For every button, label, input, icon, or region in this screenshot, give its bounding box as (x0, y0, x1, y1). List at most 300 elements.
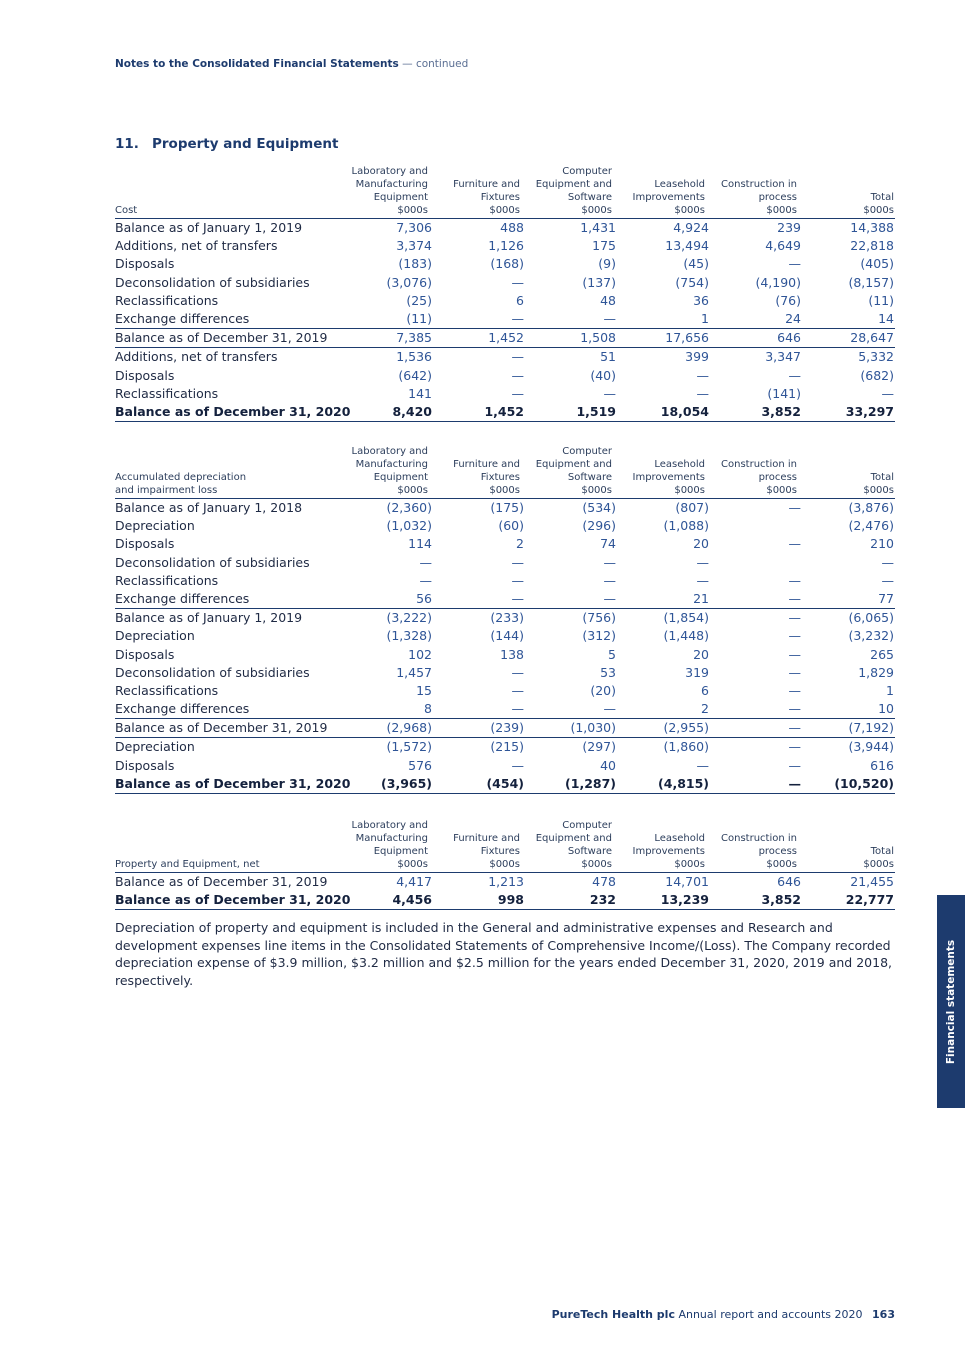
column-header-line: Construction in (721, 833, 797, 844)
column-header-line: Improvements (632, 192, 705, 203)
row-value: 48 (600, 292, 616, 308)
row-value: 4,649 (765, 238, 801, 254)
row-value: 232 (589, 892, 616, 908)
column-header-line: $000s (489, 859, 520, 870)
section-number: 11. (115, 136, 139, 152)
table-header (115, 165, 895, 219)
column-header-line: $000s (397, 859, 428, 870)
row-value: 319 (685, 664, 709, 680)
row-label: Reclassifications (115, 385, 219, 401)
table-row (115, 718, 895, 737)
row-label: Balance as of January 1, 2018 (115, 500, 303, 515)
row-value: (296) (582, 518, 616, 534)
row-value: 4,417 (396, 874, 432, 889)
row-value: 1,452 (488, 330, 524, 346)
row-value: (642) (398, 367, 432, 383)
row-value: (45) (683, 256, 709, 272)
row-value: (807) (675, 500, 709, 515)
row-value: — (511, 590, 524, 606)
row-value: (183) (398, 256, 432, 272)
row-value: 102 (408, 646, 432, 662)
row-label: Disposals (115, 536, 175, 552)
row-value: — (788, 701, 801, 717)
row-value: — (603, 572, 616, 588)
table-row (115, 554, 895, 572)
column-header-line: Equipment and (535, 833, 612, 844)
column-header-line: Manufacturing (355, 833, 428, 844)
row-value: — (881, 554, 894, 570)
column-header-line: Equipment (373, 846, 428, 857)
row-label: Balance as of December 31, 2020 (115, 403, 351, 419)
row-value: 210 (870, 536, 894, 552)
side-tab-financial-statements[interactable] (937, 895, 965, 1108)
row-value: (2,968) (386, 720, 432, 736)
row-value: 4,924 (673, 220, 709, 235)
row-value: — (419, 554, 432, 570)
row-label: Balance as of December 31, 2019 (115, 330, 328, 346)
row-value: (76) (775, 292, 801, 308)
row-value: 399 (685, 349, 709, 365)
row-value: — (788, 536, 801, 552)
row-value: (3,222) (386, 610, 432, 626)
row-value: (7,192) (848, 720, 894, 736)
row-value: 14 (878, 310, 894, 326)
column-header-line: Improvements (632, 846, 705, 857)
row-value: (3,876) (848, 500, 894, 515)
row-value: — (696, 757, 709, 773)
row-label: Exchange differences (115, 310, 250, 326)
row-value: 15 (416, 682, 432, 698)
row-value: (4,815) (658, 775, 709, 791)
row-value: 3,374 (396, 238, 432, 254)
row-value: (2,360) (386, 500, 432, 515)
row-value: 21 (693, 590, 709, 606)
table-row (115, 535, 895, 553)
column-header-line: $000s (863, 205, 894, 216)
row-value: 1,508 (580, 330, 616, 346)
table-row (115, 385, 895, 403)
column-header-line: Equipment and (535, 179, 612, 190)
page-number: 163 (872, 1308, 895, 1321)
row-value: (4,190) (755, 274, 801, 290)
column-header-line: Fixtures (480, 192, 520, 203)
row-label: Additions, net of transfers (115, 349, 278, 365)
row-value: 74 (600, 536, 616, 552)
row-value: 8 (424, 701, 432, 717)
row-value: (25) (406, 292, 432, 308)
column-header (430, 832, 520, 871)
row-value: — (511, 349, 524, 365)
row-value: — (511, 664, 524, 680)
caption-line: Cost (115, 205, 138, 216)
table-row (115, 873, 895, 891)
row-value: 478 (592, 874, 616, 889)
row-label: Disposals (115, 646, 175, 662)
column-header-line: process (758, 472, 797, 483)
column-header (705, 458, 797, 497)
row-value: 616 (870, 757, 894, 773)
row-value: 6 (701, 682, 709, 698)
row-value: (3,232) (848, 628, 894, 644)
row-value: — (511, 572, 524, 588)
row-value: — (511, 310, 524, 326)
row-label: Disposals (115, 757, 175, 773)
row-value: (11) (406, 310, 432, 326)
running-head-suffix: — continued (402, 58, 469, 70)
column-header-line: $000s (581, 859, 612, 870)
row-value: 1 (701, 310, 709, 326)
table-row (115, 627, 895, 645)
row-label: Deconsolidation of subsidiaries (115, 274, 310, 290)
row-value: — (788, 500, 801, 515)
row-value: 24 (785, 310, 801, 326)
column-header-line: Furniture and (453, 459, 520, 470)
row-value: 77 (878, 590, 894, 606)
row-value: — (788, 256, 801, 272)
column-header (814, 191, 894, 217)
row-value: (756) (582, 610, 616, 626)
table-row (115, 590, 895, 608)
row-value: 1,829 (858, 664, 894, 680)
row-value: 3,347 (765, 349, 801, 365)
row-value: 1,452 (484, 403, 524, 419)
column-header-line: Leasehold (654, 833, 705, 844)
column-header-line: $000s (766, 485, 797, 496)
row-value: 7,385 (396, 330, 432, 346)
table-row (115, 664, 895, 682)
table-header (115, 445, 895, 499)
depreciation-note: Depreciation of property and equipment is included in the General and administrative expenses and Research and development expenses line items in the Consolidated Statements of Comprehensive Income/(Loss). The Company recorded depreciation expense of $3.9 million, $3.2 million and $2.5 million for the years ended December 31, 2020, 2019 and 2018, respectively. (115, 920, 892, 988)
column-header (430, 178, 520, 217)
row-label: Exchange differences (115, 590, 250, 606)
row-value: 22,777 (845, 892, 894, 908)
row-value: — (788, 739, 801, 755)
row-value: (20) (590, 682, 616, 698)
accumulated-depreciation-table (115, 445, 895, 794)
column-header (613, 832, 705, 871)
row-label: Deconsolidation of subsidiaries (115, 664, 310, 680)
side-tab-label: Financial statements (945, 939, 957, 1064)
row-value: — (788, 646, 801, 662)
column-header-line: Computer (562, 820, 612, 831)
table-row (115, 682, 895, 700)
row-value: 3,852 (761, 892, 801, 908)
caption-line: Property and Equipment, net (115, 859, 260, 870)
column-header (520, 445, 612, 497)
column-header (430, 458, 520, 497)
table-row (115, 219, 895, 237)
row-value: 17,656 (665, 330, 709, 346)
table-row (115, 737, 895, 756)
row-label: Balance as of December 31, 2019 (115, 874, 328, 889)
column-header-line: Construction in (721, 459, 797, 470)
row-value: (175) (490, 500, 524, 515)
row-label: Reclassifications (115, 572, 219, 588)
row-value: — (788, 367, 801, 383)
row-value: 36 (693, 292, 709, 308)
table-row (115, 700, 895, 718)
column-header-line: Improvements (632, 472, 705, 483)
row-value: — (511, 757, 524, 773)
page-footer (552, 1308, 895, 1321)
row-label: Balance as of December 31, 2019 (115, 720, 328, 736)
row-value: (454) (486, 775, 524, 791)
row-value: — (603, 554, 616, 570)
row-value: (233) (490, 610, 524, 626)
row-value: — (881, 572, 894, 588)
row-value: 4,456 (392, 892, 432, 908)
column-header-line: Leasehold (654, 459, 705, 470)
section-title-text: Property and Equipment (152, 136, 339, 152)
column-header-line: $000s (581, 205, 612, 216)
row-value: 5,332 (858, 349, 894, 365)
cost-table (115, 165, 895, 422)
row-value: (1,088) (663, 518, 709, 534)
column-header-line: $000s (674, 205, 705, 216)
table-row (115, 499, 895, 517)
row-value: (1,030) (570, 720, 616, 736)
row-value: 2 (701, 701, 709, 717)
row-value: — (511, 385, 524, 401)
row-value: (6,065) (848, 610, 894, 626)
row-value: — (696, 572, 709, 588)
row-value: (239) (490, 720, 524, 736)
row-value: 998 (497, 892, 524, 908)
row-value: (1,860) (663, 739, 709, 755)
column-header-line: $000s (863, 485, 894, 496)
row-value: — (881, 385, 894, 401)
row-value: 14,701 (665, 874, 709, 889)
row-value: 114 (408, 536, 432, 552)
row-value: 7,306 (396, 220, 432, 235)
row-value: — (788, 590, 801, 606)
row-label: Balance as of January 1, 2019 (115, 610, 303, 626)
column-header-line: Fixtures (480, 846, 520, 857)
row-label: Deconsolidation of subsidiaries (115, 554, 310, 570)
net-property-table (115, 819, 895, 910)
row-value: 488 (500, 220, 524, 235)
row-value: 8,420 (392, 403, 432, 419)
column-header-line: Equipment (373, 472, 428, 483)
row-value: 265 (870, 646, 894, 662)
table-row (115, 775, 895, 794)
row-value: 22,818 (850, 238, 894, 254)
row-value: 1 (886, 682, 894, 698)
column-header (705, 178, 797, 217)
row-value: — (511, 367, 524, 383)
table-caption (115, 858, 260, 871)
row-value: (312) (582, 628, 616, 644)
row-value: — (696, 367, 709, 383)
row-value: 1,431 (580, 220, 616, 235)
row-value: 53 (600, 664, 616, 680)
row-value: (2,476) (848, 518, 894, 534)
caption-line: and impairment loss (115, 485, 218, 496)
table-row (115, 572, 895, 590)
row-value: 3,852 (761, 403, 801, 419)
row-value: 51 (600, 349, 616, 365)
caption-line: Accumulated depreciation (115, 472, 247, 483)
column-header-line: process (758, 846, 797, 857)
column-header-line: Computer (562, 166, 612, 177)
row-value: — (788, 682, 801, 698)
table-row (115, 237, 895, 255)
row-value: — (788, 628, 801, 644)
row-value: (1,032) (386, 518, 432, 534)
row-value: 28,647 (850, 330, 894, 346)
table-row (115, 608, 895, 627)
table-row (115, 328, 895, 347)
row-value: — (511, 554, 524, 570)
row-label: Depreciation (115, 628, 195, 644)
table-row (115, 274, 895, 292)
table-row (115, 367, 895, 385)
row-value: — (788, 610, 801, 626)
row-value: 646 (777, 874, 801, 889)
row-value: — (603, 385, 616, 401)
row-value: (3,944) (848, 739, 894, 755)
row-label: Balance as of December 31, 2020 (115, 775, 351, 791)
row-value: (3,076) (386, 274, 432, 290)
column-header (328, 445, 428, 497)
table-row (115, 517, 895, 535)
row-value: — (788, 775, 801, 791)
column-header-line: Software (567, 846, 612, 857)
table-header (115, 819, 895, 873)
row-value: (534) (582, 500, 616, 515)
table-row (115, 347, 895, 366)
row-value: 14,388 (850, 220, 894, 235)
table-row (115, 403, 895, 422)
row-value: 138 (500, 646, 524, 662)
row-value: — (788, 720, 801, 736)
column-header (613, 458, 705, 497)
column-header (814, 845, 894, 871)
row-value: (141) (767, 385, 801, 401)
row-value: 21,455 (850, 874, 894, 889)
column-header-line: Software (567, 472, 612, 483)
column-header-line: Construction in (721, 179, 797, 190)
row-value: — (511, 701, 524, 717)
row-value: — (511, 274, 524, 290)
column-header (705, 832, 797, 871)
row-value: (1,287) (565, 775, 616, 791)
row-value: 1,536 (396, 349, 432, 365)
row-value: 6 (516, 292, 524, 308)
row-value: (297) (582, 739, 616, 755)
row-value: 2 (516, 536, 524, 552)
footer-report: Annual report and accounts 2020 (678, 1308, 863, 1321)
column-header-line: $000s (397, 205, 428, 216)
row-value: (40) (590, 367, 616, 383)
row-value: 13,494 (665, 238, 709, 254)
row-label: Balance as of December 31, 2020 (115, 892, 351, 908)
column-header-line: Laboratory and (351, 166, 428, 177)
row-value: 1,126 (488, 238, 524, 254)
table-row (115, 310, 895, 328)
column-header-line: Laboratory and (351, 820, 428, 831)
column-header-line: $000s (863, 859, 894, 870)
column-header-line: Furniture and (453, 179, 520, 190)
row-value: (1,854) (663, 610, 709, 626)
row-label: Exchange differences (115, 701, 250, 717)
column-header-line: $000s (489, 485, 520, 496)
column-header-line: $000s (766, 205, 797, 216)
column-header-line: Furniture and (453, 833, 520, 844)
row-label: Depreciation (115, 739, 195, 755)
row-value: — (603, 701, 616, 717)
column-header (520, 819, 612, 871)
column-header-line: $000s (489, 205, 520, 216)
table-row (115, 292, 895, 310)
column-header (328, 819, 428, 871)
column-header-line: Total (870, 472, 894, 483)
row-value: — (788, 757, 801, 773)
section-title (115, 136, 338, 152)
column-header-line: Leasehold (654, 179, 705, 190)
row-label: Additions, net of transfers (115, 238, 278, 254)
row-value: 10 (878, 701, 894, 717)
row-value: 13,239 (660, 892, 709, 908)
footer-company: PureTech Health plc (551, 1308, 675, 1321)
row-value: (754) (675, 274, 709, 290)
row-value: (10,520) (834, 775, 894, 791)
row-value: 20 (693, 646, 709, 662)
column-header (520, 165, 612, 217)
row-value: 1,519 (576, 403, 616, 419)
column-header-line: Manufacturing (355, 459, 428, 470)
row-label: Disposals (115, 256, 175, 272)
row-value: — (788, 572, 801, 588)
column-header-line: Computer (562, 446, 612, 457)
row-value: 175 (592, 238, 616, 254)
row-value: — (696, 554, 709, 570)
column-header-line: Fixtures (480, 472, 520, 483)
row-value: — (511, 682, 524, 698)
row-value: — (603, 310, 616, 326)
row-value: (137) (582, 274, 616, 290)
column-header-line: Software (567, 192, 612, 203)
column-header-line: $000s (581, 485, 612, 496)
column-header-line: Total (870, 846, 894, 857)
row-value: (2,955) (663, 720, 709, 736)
row-value: 18,054 (660, 403, 709, 419)
row-value: 56 (416, 590, 432, 606)
row-value: 40 (600, 757, 616, 773)
row-value: 576 (408, 757, 432, 773)
row-value: (1,328) (386, 628, 432, 644)
column-header-line: Total (870, 192, 894, 203)
column-header-line: $000s (674, 485, 705, 496)
table-caption (115, 471, 246, 497)
row-value: 5 (608, 646, 616, 662)
column-header-line: Equipment and (535, 459, 612, 470)
column-header-line: Manufacturing (355, 179, 428, 190)
row-value: (60) (498, 518, 524, 534)
row-value: — (788, 664, 801, 680)
row-value: — (696, 385, 709, 401)
column-header-line: $000s (766, 859, 797, 870)
running-head (115, 58, 468, 70)
row-value: (1,448) (663, 628, 709, 644)
column-header (613, 178, 705, 217)
row-value: — (419, 572, 432, 588)
running-head-title: Notes to the Consolidated Financial Statements (115, 58, 399, 70)
row-value: (9) (598, 256, 616, 272)
column-header-line: Equipment (373, 192, 428, 203)
row-value: 646 (777, 330, 801, 346)
row-label: Reclassifications (115, 292, 219, 308)
